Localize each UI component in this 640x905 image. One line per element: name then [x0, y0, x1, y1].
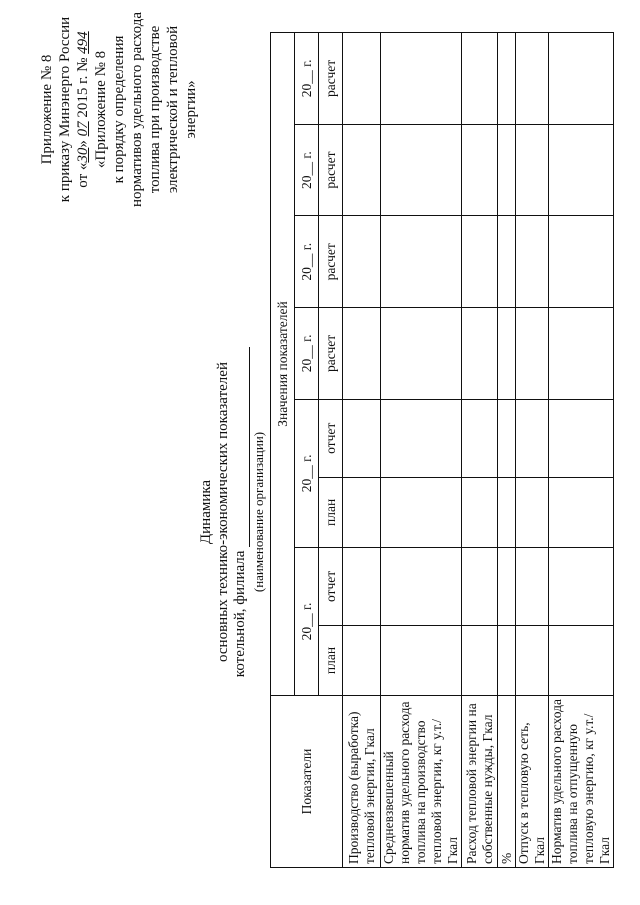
- header-year: 20__ г.: [295, 33, 319, 125]
- appendix-line: Приложение № 8: [39, 54, 55, 165]
- appendix-line: «Приложение № 8: [93, 50, 109, 169]
- header-year: 20__ г.: [295, 124, 319, 216]
- row-label: Средневзвешенный норматив удельного расхода топлива на производство тепловой энергии, кг у.т./Гкал: [381, 696, 462, 868]
- rotated-document-page: [20, 12, 620, 892]
- table-row: [343, 33, 381, 868]
- appendix-line: нормативов удельного расхода: [129, 12, 145, 207]
- appendix-line: к приказу Минэнерго России: [57, 16, 73, 203]
- header-plan: план: [319, 626, 343, 696]
- header-year: 20__ г.: [295, 308, 319, 400]
- appendix-line: к порядку определения: [111, 35, 127, 184]
- header-report: отчет: [319, 547, 343, 625]
- row-label: Расход тепловой энергии на собственные нужды, Гкал: [462, 696, 498, 868]
- handwritten-month: 07: [75, 121, 91, 137]
- appendix-line: топлива при производстве: [147, 25, 163, 194]
- table-row: [498, 33, 516, 868]
- organization-blank-line: [232, 347, 250, 547]
- document-title: [198, 292, 267, 732]
- appendix-date-line: от «30» 07 2015 г. № 494: [75, 31, 91, 188]
- header-plan: план: [319, 477, 343, 547]
- row-label: %: [498, 696, 516, 868]
- appendix-line: электрической и тепловой: [165, 25, 181, 194]
- indicators-table: [270, 32, 614, 868]
- title-organization-line: котельной, филиала: [232, 292, 250, 732]
- table-row: [462, 33, 498, 868]
- header-year: 20__ г.: [295, 547, 319, 695]
- table-row: [516, 33, 549, 868]
- row-label: Отпуск в тепловую сеть, Гкал: [516, 696, 549, 868]
- header-calc: расчет: [319, 216, 343, 308]
- organization-caption: (наименование организации): [251, 431, 266, 593]
- header-year: 20__ г.: [295, 216, 319, 308]
- header-calc: расчет: [319, 124, 343, 216]
- appendix-line: энергии»: [183, 80, 199, 139]
- title-subtitle: основных технико-экономических показателей: [215, 362, 231, 662]
- header-calc: расчет: [319, 308, 343, 400]
- header-year: 20__ г.: [295, 399, 319, 547]
- title-word: Динамика: [198, 479, 214, 545]
- table-row: [381, 33, 462, 868]
- header-values: Значения показателей: [271, 33, 295, 696]
- table-row: [549, 33, 614, 868]
- appendix-header: [38, 12, 200, 207]
- handwritten-day: 30: [75, 147, 91, 163]
- header-indicators: Показатели: [271, 696, 343, 868]
- header-report: отчет: [319, 399, 343, 477]
- handwritten-number: 494: [75, 31, 91, 54]
- row-label: Норматив удельного расхода топлива на отпущенную тепловую энергию, кг у.т./Гкал: [549, 696, 614, 868]
- row-label: Производство (выработка) тепловой энергии, Гкал: [343, 696, 381, 868]
- header-calc: расчет: [319, 33, 343, 125]
